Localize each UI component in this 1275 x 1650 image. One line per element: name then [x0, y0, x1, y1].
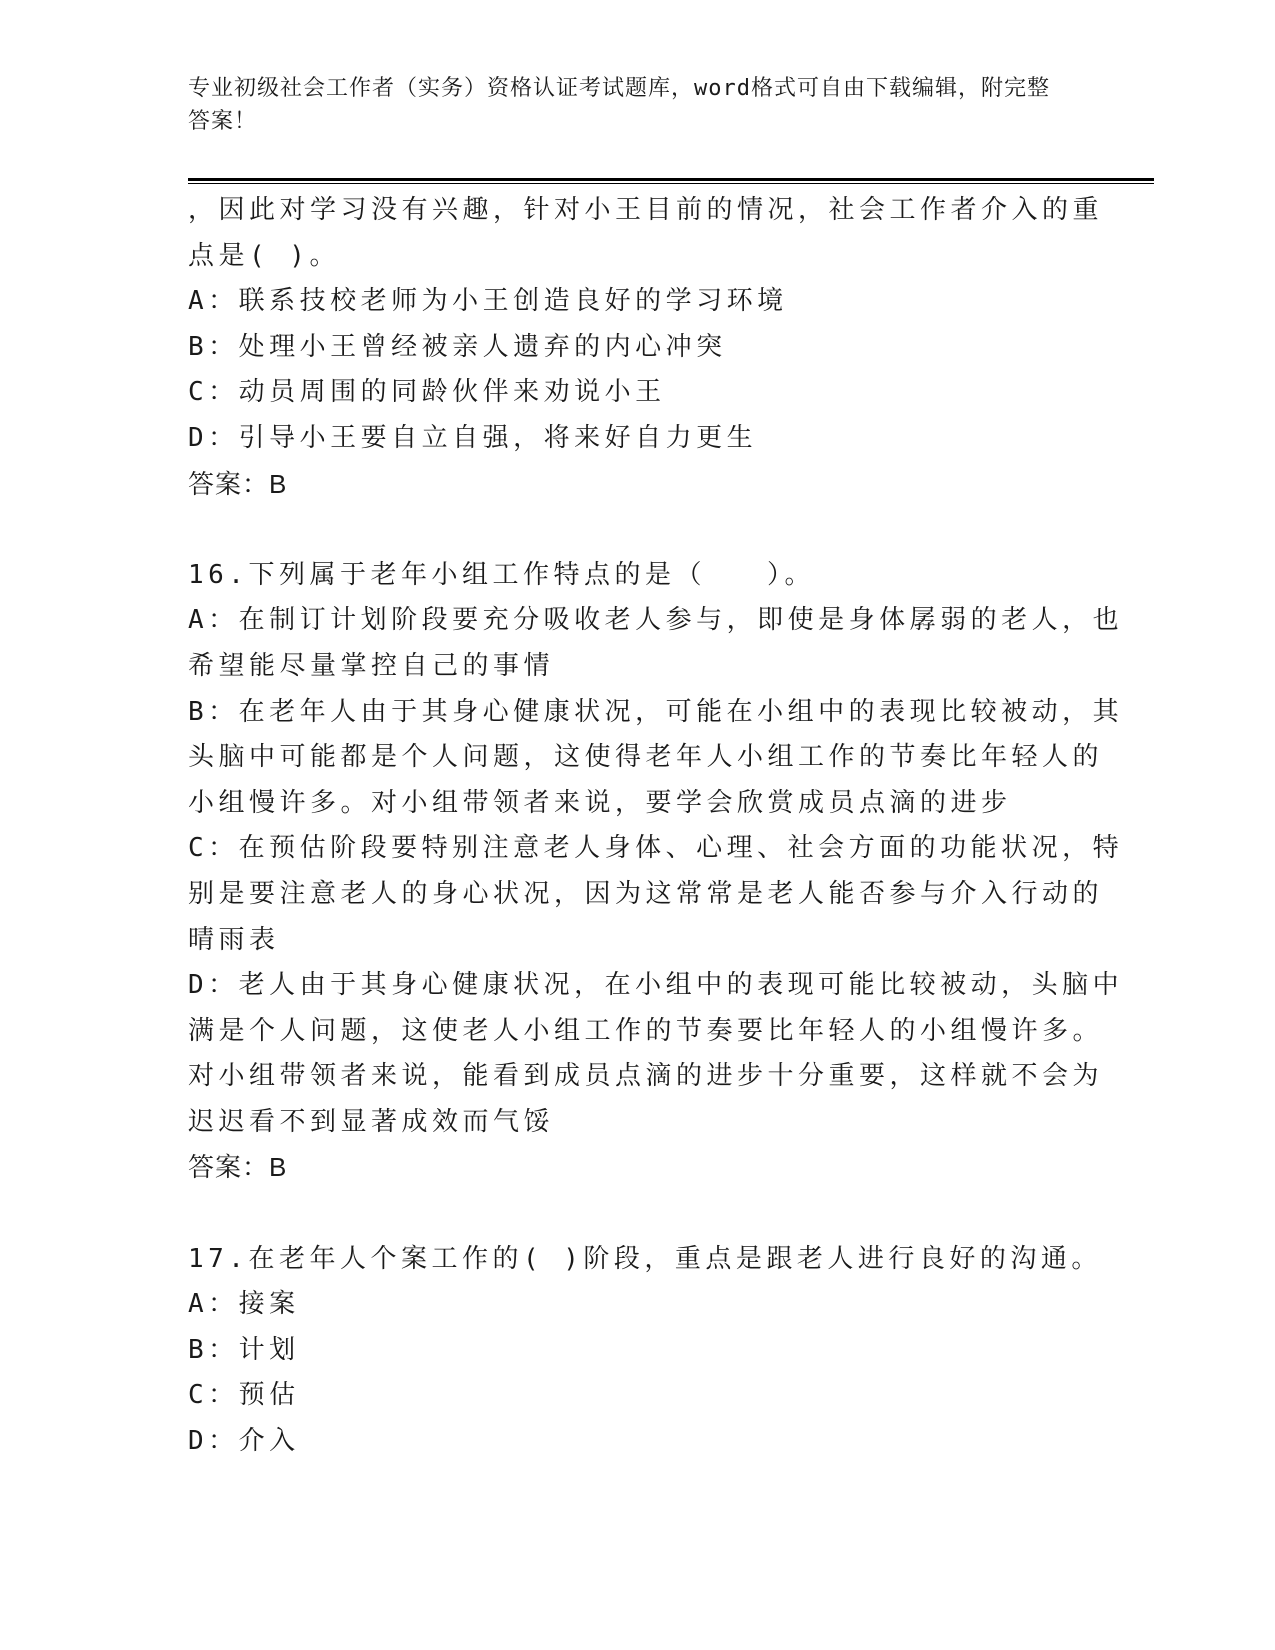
question-15-option-c: C：动员周围的同龄伙伴来劝说小王 [188, 377, 666, 408]
spacer [188, 1191, 1088, 1237]
question-15-answer: 答案：B [188, 468, 288, 499]
question-16-stem: 16.下列属于老年小组工作特点的是（ ）。 [188, 559, 815, 590]
question-16-option-a-cont: 希望能尽量掌控自己的事情 [188, 650, 555, 681]
question-17 [188, 1237, 1102, 1465]
question-16-option-c-cont: 别是要注意老人的身心状况，因为这常常是老人能否参与介入行动的 [188, 878, 1104, 909]
question-16 [188, 553, 1124, 1191]
question-16-option-d: D：老人由于其身心健康状况，在小组中的表现可能比较被动，头脑中 [188, 970, 1124, 1001]
question-16-option-d-cont: 迟迟看不到显著成效而气馁 [188, 1106, 555, 1137]
question-15 [188, 188, 1104, 507]
question-16-option-d-cont: 对小组带领者来说，能看到成员点滴的进步十分重要，这样就不会为 [188, 1061, 1104, 1092]
question-16-option-d-cont: 满是个人问题，这使老人小组工作的节奏要比年轻人的小组慢许多。 [188, 1015, 1104, 1046]
question-16-option-a: A：在制订计划阶段要充分吸收老人参与，即使是身体孱弱的老人，也 [188, 605, 1124, 636]
question-16-option-c-cont: 晴雨表 [188, 924, 280, 955]
question-15-stem-line: 点是( )。 [188, 240, 340, 271]
question-16-option-b-cont: 小组慢许多。对小组带领者来说，要学会欣赏成员点滴的进步 [188, 787, 1012, 818]
question-15-stem-line: ，因此对学习没有兴趣，针对小王目前的情况，社会工作者介入的重 [188, 195, 1104, 225]
page-header: 专业初级社会工作者（实务）资格认证考试题库，word格式可自由下载编辑，附完整答案！ [188, 76, 1050, 134]
question-15-option-a: A：联系技校老师为小王创造良好的学习环境 [188, 286, 788, 317]
question-17-option-d: D：介入 [188, 1426, 300, 1457]
spacer [188, 507, 1088, 553]
question-16-option-b: B：在老年人由于其身心健康状况，可能在小组中的表现比较被动，其 [188, 696, 1124, 727]
question-15-option-d: D：引导小王要自立自强，将来好自力更生 [188, 422, 758, 453]
question-15-option-b: B：处理小王曾经被亲人遗弃的内心冲突 [188, 331, 727, 362]
question-17-stem: 17.在老年人个案工作的( )阶段，重点是跟老人进行良好的沟通。 [188, 1243, 1102, 1274]
question-16-option-b-cont: 头脑中可能都是个人问题，这使得老年人小组工作的节奏比年轻人的 [188, 742, 1104, 773]
question-content [188, 188, 1124, 1465]
question-16-answer: 答案：B [188, 1152, 288, 1183]
question-17-option-a: A：接案 [188, 1289, 300, 1320]
question-17-option-c: C：预估 [188, 1380, 300, 1411]
question-17-option-b: B：计划 [188, 1334, 300, 1365]
header-rule-thick [188, 178, 1154, 181]
question-16-option-c: C：在预估阶段要特别注意老人身体、心理、社会方面的功能状况，特 [188, 833, 1124, 864]
header-rule-thin [188, 183, 1154, 184]
